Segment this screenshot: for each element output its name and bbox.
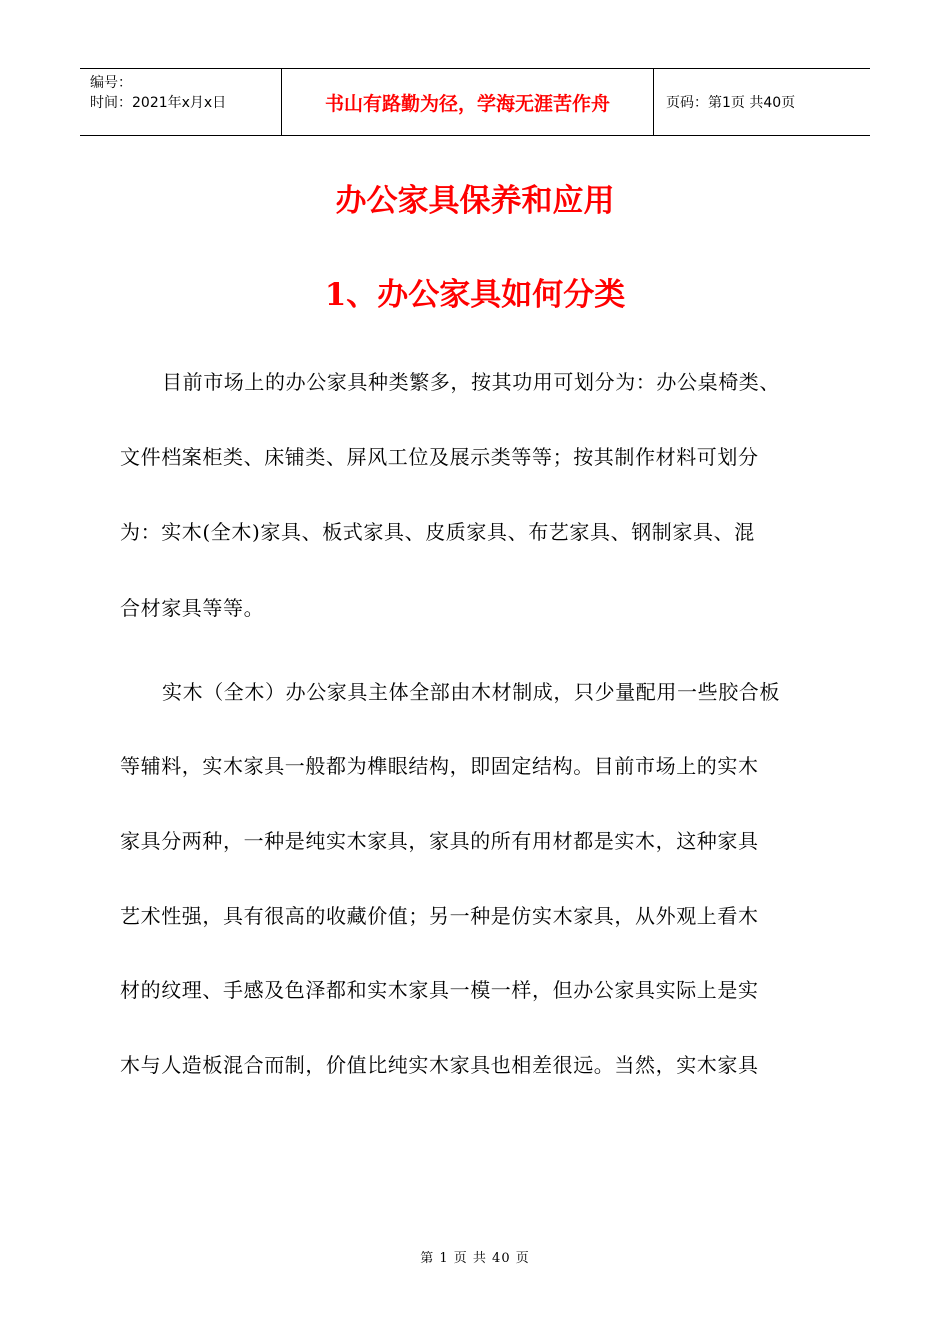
header-motto: 书山有路勤为径，学海无涯苦作舟 — [281, 69, 654, 135]
paragraph-1-line-2: 文件档案柜类、床铺类、屏风工位及展示类等等；按其制作材料可划分 — [120, 445, 759, 469]
paragraph-1-line-3: 为：实木(全木)家具、板式家具、皮质家具、布艺家具、钢制家具、混 — [120, 520, 755, 544]
paragraph-2-line-2: 等辅料，实木家具一般都为榫眼结构，即固定结构。目前市场上的实木 — [120, 754, 759, 778]
paragraph-2-line-4: 艺术性强，具有很高的收藏价值；另一种是仿实木家具，从外观上看木 — [120, 904, 759, 928]
document-number-label: 编号： — [90, 75, 132, 91]
paragraph-1-line-1: 目前市场上的办公家具种类繁多，按其功用可划分为：办公桌椅类、 — [162, 370, 780, 394]
document-time-label: 时间：2021年x月x日 — [90, 95, 227, 111]
paragraph-2-line-1: 实木（全木）办公家具主体全部由木材制成，只少量配用一些胶合板 — [162, 680, 780, 704]
paragraph-2-line-3: 家具分两种，一种是纯实木家具，家具的所有用材都是实木，这种家具 — [120, 829, 759, 853]
document-title: 办公家具保养和应用 — [335, 183, 615, 219]
header-page-info: 页码：第1页 共40页 — [666, 95, 796, 111]
paragraph-1-line-4: 合材家具等等。 — [120, 596, 265, 620]
header-table — [80, 68, 870, 136]
page-footer: 第 1 页 共 40 页 — [420, 1251, 530, 1266]
section-heading: 1、办公家具如何分类 — [324, 277, 626, 313]
header-meta-cell — [80, 69, 281, 135]
paragraph-2-line-6: 木与人造板混合而制，价值比纯实木家具也相差很远。当然，实木家具 — [120, 1053, 759, 1077]
paragraph-2-line-5: 材的纹理、手感及色泽都和实木家具一模一样，但办公家具实际上是实 — [120, 978, 759, 1002]
